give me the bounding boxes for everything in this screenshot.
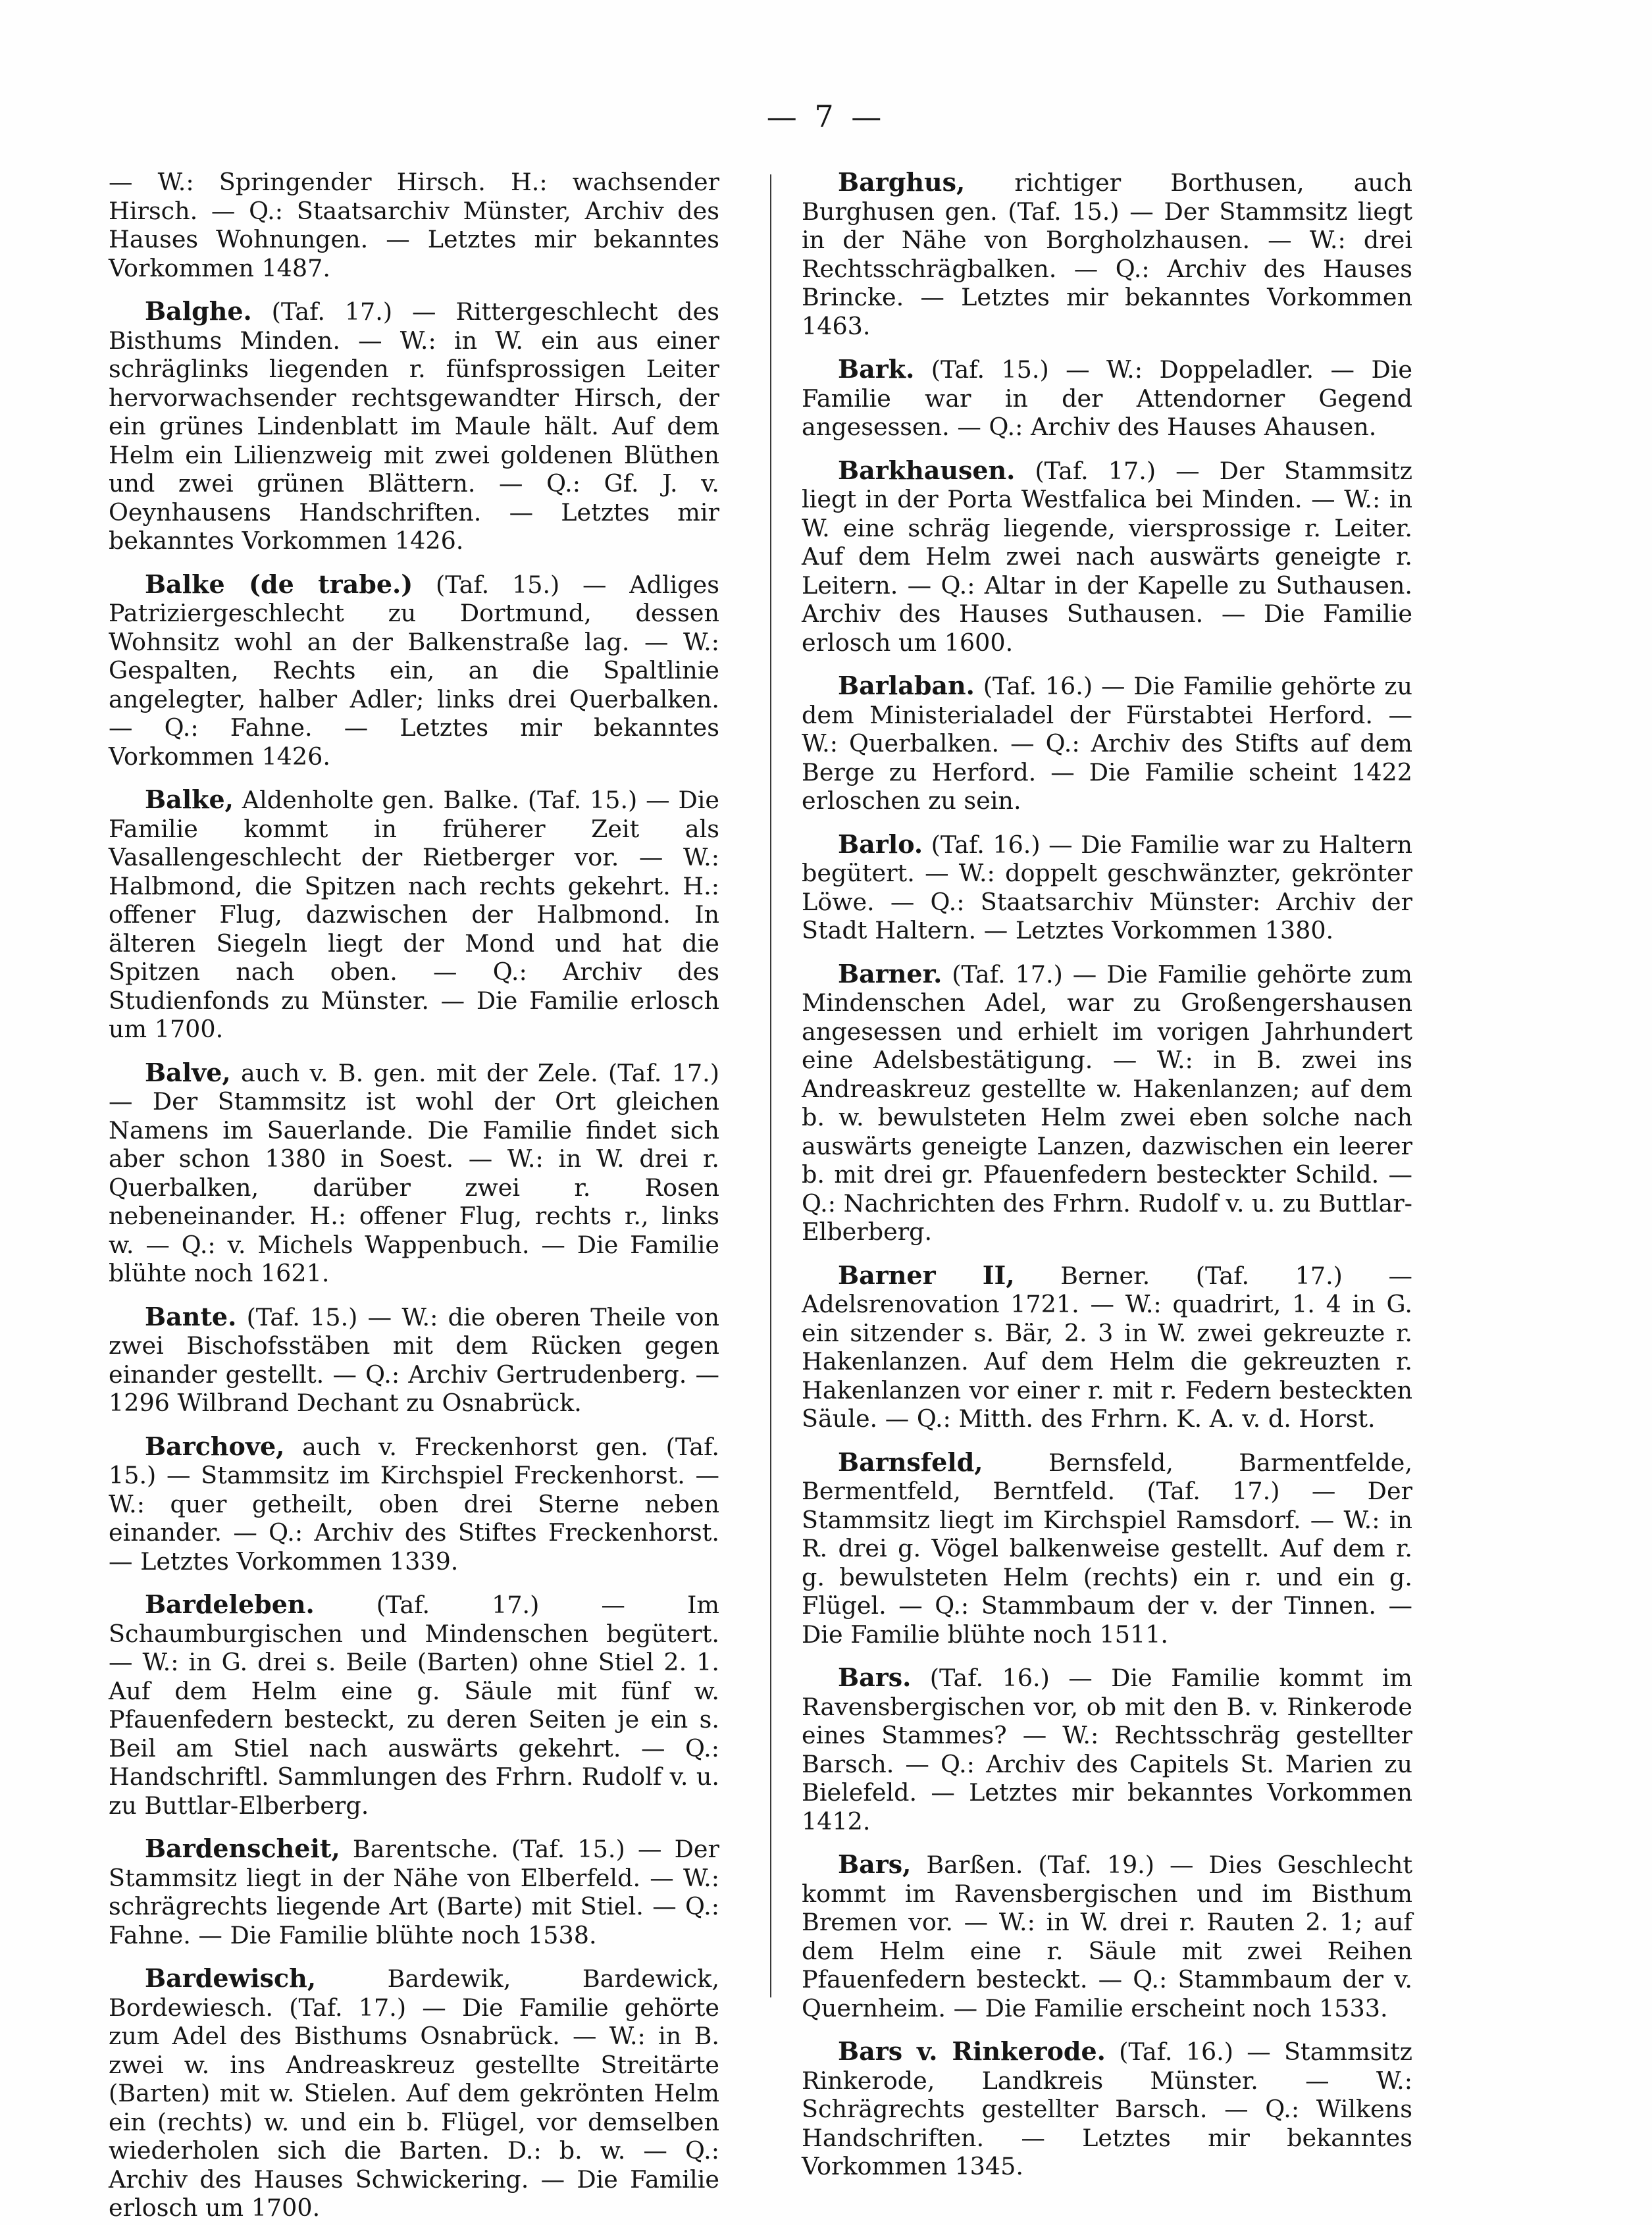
entry-bars-barssen [802, 1850, 1412, 2022]
entry-headword: Bardenscheit, [145, 1834, 340, 1863]
column-divider [770, 174, 771, 1997]
entry-barkhausen [802, 456, 1412, 657]
entry-bante [109, 1302, 719, 1418]
entry-headword: Bante. [145, 1301, 237, 1331]
entry-barlaban [802, 671, 1412, 815]
entry-headword: Barner II, [838, 1260, 1015, 1290]
entry-balke-aldenholte [109, 785, 719, 1044]
entry-text: (Taf. 15.) — W.: die oberen Theile von zwei Bischofsstäben mit dem Rücken gegen einander gestellt. — Q.: Archiv Gertrudenberg. — 1296 Wilbrand Dechant zu Osnabrück. [109, 1302, 719, 1417]
entry-text: (Taf. 17.) — Der Stammsitz liegt in der Porta Westfalica bei Minden. — W.: in W. eine schräg liegende, viersprossige r. Leiter. Auf dem Helm zwei nach auswärts geneigte r. Leitern. — Q.: Altar in der Kapelle zu Suthausen. Archiv des Hauses Suthausen. — Die Familie erlosch um 1600. [802, 456, 1412, 657]
entry-text: (Taf. 15.) — W.: Doppeladler. — Die Familie war in der Attendorner Gegend angesessen. — Q.: Archiv des Hauses Ahausen. [802, 355, 1412, 441]
entry-headword: Barner. [838, 958, 942, 989]
entry-headword: Bardewisch, [145, 1963, 317, 1993]
entry-wohnungen-continuation [109, 168, 719, 282]
entry-text: (Taf. 16.) — Die Familie kommt im Ravensbergischen vor, ob mit den B. v. Rinkerode eines Stammes? — W.: Rechtsschräg gestellter Barsch. — Q.: Archiv des Capitels St. Marien zu Bielefeld. — Letztes mir bekanntes Vorkommen 1412. [802, 1664, 1412, 1836]
entry-balke-de-trabe [109, 570, 719, 771]
entry-text: Bardewik, Bardewick, Bordewiesch. (Taf. 17.) — Die Familie gehörte zum Adel des Bisthums Osnabrück. — W.: in B. zwei w. ins Andreaskreuz gestellte Streitärte (Barten) mit w. Stielen. Auf dem gekrönten Helm ein (rechts) w. und ein b. Flügel, vor demselben wiederholen sich die Barten. D.: b. w. — Q.: Archiv des Hauses Schwickering. — Die Familie erlosch um 1700. [109, 1965, 719, 2222]
entry-text: Bernsfeld, Barmentfelde, Bermentfeld, Berntfeld. (Taf. 17.) — Der Stammsitz liegt im Kirchspiel Ramsdorf. — W.: in R. drei g. Vögel balkenweise gestellt. Auf dem r. g. bewulsteten Helm (rechts) ein r. und ein g. Flügel. — Q.: Stammbaum der v. der Tinnen. — Die Familie blühte noch 1511. [802, 1448, 1412, 1649]
entry-barner [802, 960, 1412, 1247]
entry-headword: Bars. [838, 1662, 912, 1692]
entry-barlo [802, 830, 1412, 945]
entry-text: (Taf. 16.) — Die Familie war zu Haltern begütert. — W.: doppelt geschwänzter, gekrönter Löwe. — Q.: Staatsarchiv Münster: Archiv der Stadt Haltern. — Letztes Vorkommen 1380. [802, 830, 1412, 944]
entry-text: (Taf. 17.) — Rittergeschlecht des Bisthums Minden. — W.: in W. ein aus einer schräglinks liegenden r. fünfsprossigen Leiter hervorwachsender rechtsgewandter Hirsch, der ein grünes Lindenblatt im Maule hält. Auf dem Helm ein Lilienzweig mit zwei goldenen Blüthen und zwei grünen Blättern. — Q.: Gf. J. v. Oeynhausens Handschriften. — Letztes mir bekanntes Vorkommen 1426. [109, 297, 719, 555]
entry-headword: Bars v. Rinkerode. [838, 2036, 1106, 2066]
left-column [109, 168, 719, 2237]
entry-headword: Balke (de trabe.) [145, 569, 413, 599]
entry-headword: Barlaban. [838, 671, 975, 700]
entry-headword: Bardeleben. [145, 1589, 315, 1619]
entry-bardeleben [109, 1590, 719, 1820]
entry-barchove [109, 1432, 719, 1576]
entry-text: — W.: Springender Hirsch. H.: wachsender Hirsch. — Q.: Staatsarchiv Münster, Archiv des Hauses Wohnungen. — Letztes mir bekanntes Vorkommen 1487. [109, 168, 719, 282]
entry-headword: Balke, [145, 784, 234, 814]
entry-bardewisch [109, 1964, 719, 2223]
entry-balve [109, 1058, 719, 1288]
right-column [802, 168, 1412, 2196]
entry-text: Barentsche. (Taf. 15.) — Der Stammsitz liegt in der Nähe von Elberfeld. — W.: schrägrechts liegende Art (Barte) mit Stiel. — Q.: Fahne. — Die Familie blühte noch 1538. [109, 1835, 719, 1949]
entry-text: richtiger Borthusen, auch Burghusen gen. (Taf. 15.) — Der Stammsitz liegt in der Nähe von Borgholzhausen. — W.: drei Rechtsschrägbalken. — Q.: Archiv des Hauses Brincke. — Letztes mir bekanntes Vorkommen 1463. [802, 168, 1412, 340]
entry-headword: Barghus, [838, 167, 966, 197]
entry-bars-v-rinkerode [802, 2037, 1412, 2181]
entry-text: (Taf. 17.) — Im Schaumburgischen und Mindenschen begütert. — W.: in G. drei s. Beile (Barten) ohne Stiel 2. 1. Auf dem Helm eine g. Säule mit fünf w. Pfauenfedern besteckt, zu deren Seiten je ein s. Beil am Stiel nach auswärts gekehrt. — Q.: Handschriftl. Sammlungen des Frhrn. Rudolf v. u. zu Buttlar-Elberberg. [109, 1591, 719, 1820]
entry-bardenscheit [109, 1834, 719, 1949]
entry-barner-ii [802, 1261, 1412, 1433]
entry-barghus [802, 168, 1412, 340]
entry-text: auch v. B. gen. mit der Zele. (Taf. 17.) — Der Stammsitz ist wohl der Ort gleichen Namens im Sauerlande. Die Familie findet sich aber schon 1380 in Soest. — W.: in W. drei r. Querbalken, darüber zwei r. Rosen nebeneinander. H.: offener Flug, rechts r., links w. — Q.: v. Michels Wappenbuch. — Die Familie blühte noch 1621. [109, 1058, 719, 1287]
entry-headword: Barlo. [838, 829, 923, 859]
entry-headword: Barkhausen. [838, 455, 1016, 485]
entry-bars [802, 1663, 1412, 1836]
page-number: — 7 — [766, 99, 886, 134]
entry-headword: Barnsfeld, [838, 1447, 983, 1477]
entry-bark [802, 355, 1412, 442]
entry-balghe [109, 297, 719, 555]
entry-headword: Barchove, [145, 1431, 285, 1461]
entry-text: (Taf. 15.) — Adliges Patriziergeschlecht zu Dortmund, dessen Wohnsitz wohl an der Balkenstraße lag. — W.: Gespalten, Rechts ein, an die Spaltlinie angelegter, halber Adler; links drei Querbalken. — Q.: Fahne. — Letztes mir bekanntes Vorkommen 1426. [109, 570, 719, 771]
entry-headword: Bark. [838, 354, 915, 384]
entry-headword: Bars, [838, 1849, 912, 1879]
entry-headword: Balghe. [145, 296, 252, 326]
entry-text: (Taf. 17.) — Die Familie gehörte zum Mindenschen Adel, war zu Großengershausen angesessen und erhielt im vorigen Jahrhundert eine Adelsbestätigung. — W.: in B. zwei ins Andreaskreuz gestellte w. Hakenlanzen; auf dem b. w. bewulsteten Helm zwei eben solche nach auswärts geneigte Lanzen, dazwischen ein leerer b. mit drei gr. Pfauenfedern besteckter Schild. — Q.: Nachrichten des Frhrn. Rudolf v. u. zu Buttlar-Elberberg. [802, 960, 1412, 1246]
entry-text: (Taf. 16.) — Stammsitz Rinkerode, Landkreis Münster. — W.: Schrägrechts gestellter Barsch. — Q.: Wilkens Handschriften. — Letztes mir bekanntes Vorkommen 1345. [802, 2038, 1412, 2180]
entry-text: Berner. (Taf. 17.) — Adelsrenovation 1721. — W.: quadrirt, 1. 4 in G. ein sitzender s. Bär, 2. 3 in W. zwei gekreuzte r. Hakenlanzen. Auf dem Helm die gekreuzten r. Hakenlanzen vor einer r. mit r. Federn besteckten Säule. — Q.: Mitth. des Frhrn. K. A. v. d. Horst. [802, 1261, 1412, 1433]
entry-barnsfeld [802, 1448, 1412, 1649]
entry-text: Aldenholte gen. Balke. (Taf. 15.) — Die Familie kommt in früherer Zeit als Vasallengeschlecht der Rietberger vor. — W.: Halbmond, die Spitzen nach rechts gekehrt. H.: offener Flug, dazwischen der Halbmond. In älteren Siegeln liegt der Mond und hat die Spitzen nach oben. — Q.: Archiv des Studienfonds zu Münster. — Die Familie erlosch um 1700. [109, 786, 719, 1043]
entry-text: auch v. Freckenhorst gen. (Taf. 15.) — Stammsitz im Kirchspiel Freckenhorst. — W.: quer getheilt, oben drei Sterne neben einander. — Q.: Archiv des Stiftes Freckenhorst. — Letztes Vorkommen 1339. [109, 1432, 719, 1576]
entry-headword: Balve, [145, 1057, 231, 1087]
entry-text: Barßen. (Taf. 19.) — Dies Geschlecht kommt im Ravensbergischen und im Bisthum Bremen vor. — W.: in W. drei r. Rauten 2. 1; auf dem Helm eine r. Säule mit zwei Reihen Pfauenfedern besteckt. — Q.: Stammbaum der v. Quernheim. — Die Familie erscheint noch 1533. [802, 1851, 1412, 2022]
entry-text: (Taf. 16.) — Die Familie gehörte zu dem Ministerialadel der Fürstabtei Herford. — W.: Querbalken. — Q.: Archiv des Stifts auf dem Berge zu Herford. — Die Familie scheint 1422 erloschen zu sein. [802, 672, 1412, 815]
